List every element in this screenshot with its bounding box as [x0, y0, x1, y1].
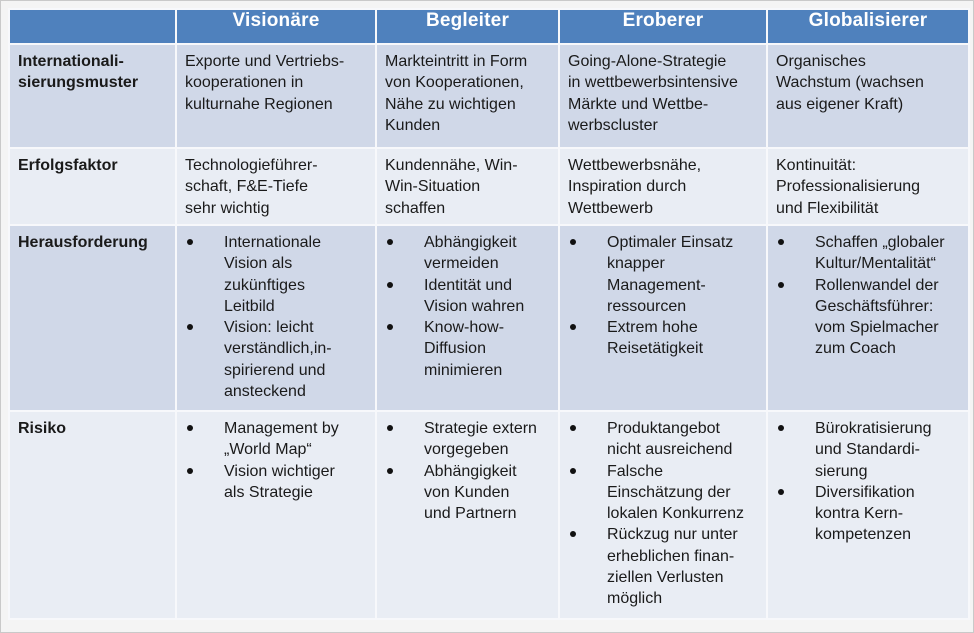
bullet-item: Schaffen „globaler Kultur/Mentalität“ [776, 232, 960, 275]
bullet-icon [778, 282, 784, 288]
bullet-item: Abhängigkeit von Kunden und Partnern [385, 461, 550, 525]
header-row [9, 9, 969, 44]
bullet-item: Management by „World Map“ [185, 418, 367, 461]
table-cell: Wettbewerbsnähe, Inspiration durch Wettbewerb [568, 157, 702, 217]
row-label: Erfolgsfaktor [18, 157, 118, 174]
bullet-icon [387, 282, 393, 288]
bullet-icon [187, 324, 193, 330]
table-cell: Kundennähe, Win- Win-Situation schaffen [385, 157, 518, 217]
table-cell: Organisches Wachstum (wachsen aus eigener Kraft) [776, 53, 924, 113]
bullet-icon [187, 468, 193, 474]
bullet-item: Rückzug nur unter erheblichen finan- ziellen Verlusten möglich [568, 524, 758, 609]
header-globalisierer: Globalisierer [767, 9, 969, 44]
table-cell: Kontinuität: Professionalisierung und Flexibilität [776, 157, 921, 217]
bullet-item: Vision: leicht verständlich,in- spirierend und ansteckend [185, 317, 367, 402]
bullet-item: Abhängigkeit vermeiden [385, 232, 550, 275]
bullet-icon [570, 239, 576, 245]
bullet-list [385, 418, 550, 524]
bullet-list [185, 418, 367, 503]
bullet-item: Internationale Vision als zukünftiges Leitbild [185, 232, 367, 317]
table-row-risiko [9, 411, 969, 619]
header-eroberer: Eroberer [559, 9, 767, 44]
row-label: Herausforderung [18, 234, 148, 251]
table-cell: Going-Alone-Strategie in wettbewerbsintensive Märkte und Wettbe- werbscluster [568, 53, 738, 134]
bullet-icon [778, 489, 784, 495]
bullet-item: Bürokratisierung und Standardi- sierung [776, 418, 960, 482]
bullet-item: Rollenwandel der Geschäftsführer: vom Spielmacher zum Coach [776, 275, 960, 360]
bullet-icon [387, 324, 393, 330]
table-cell: Markteintritt in Form von Kooperationen, Nähe zu wichtigen Kunden [385, 53, 528, 134]
bullet-icon [570, 468, 576, 474]
bullet-icon [187, 425, 193, 431]
header-corner [9, 9, 176, 44]
table-cell: Exporte und Vertriebs- kooperationen in kulturnahe Regionen [185, 53, 345, 113]
table-row-herausforderung [9, 225, 969, 411]
bullet-icon [387, 425, 393, 431]
header-visionaere: Visionäre [176, 9, 376, 44]
bullet-list [568, 418, 758, 610]
bullet-list [776, 418, 960, 546]
bullet-item: Diversifikation kontra Kern- kompetenzen [776, 482, 960, 546]
bullet-icon [778, 425, 784, 431]
bullet-list [185, 232, 367, 402]
table-row-internationalisierungsmuster [9, 44, 969, 148]
table-cell: Technologieführer- schaft, F&E-Tiefe sehr wichtig [185, 157, 318, 217]
internationalization-types-table [8, 8, 970, 620]
bullet-icon [187, 239, 193, 245]
bullet-item: Strategie extern vorgegeben [385, 418, 550, 461]
row-label: Risiko [18, 420, 67, 437]
bullet-item: Know-how- Diffusion minimieren [385, 317, 550, 381]
bullet-list [776, 232, 960, 360]
header-begleiter: Begleiter [376, 9, 559, 44]
bullet-item: Produktangebot nicht ausreichend [568, 418, 758, 461]
bullet-item: Optimaler Einsatz knapper Management- ressourcen [568, 232, 758, 317]
bullet-icon [570, 425, 576, 431]
bullet-item: Vision wichtiger als Strategie [185, 461, 367, 504]
table-row-erfolgsfaktor [9, 148, 969, 225]
bullet-item: Extrem hohe Reisetätigkeit [568, 317, 758, 360]
bullet-icon [387, 239, 393, 245]
bullet-icon [570, 324, 576, 330]
bullet-icon [387, 468, 393, 474]
row-label: Internationali- sierungsmuster [18, 53, 139, 92]
bullet-list [385, 232, 550, 381]
bullet-list [568, 232, 758, 360]
bullet-item: Falsche Einschätzung der lokalen Konkurrenz [568, 461, 758, 525]
bullet-item: Identität und Vision wahren [385, 275, 550, 318]
bullet-icon [778, 239, 784, 245]
bullet-icon [570, 531, 576, 537]
